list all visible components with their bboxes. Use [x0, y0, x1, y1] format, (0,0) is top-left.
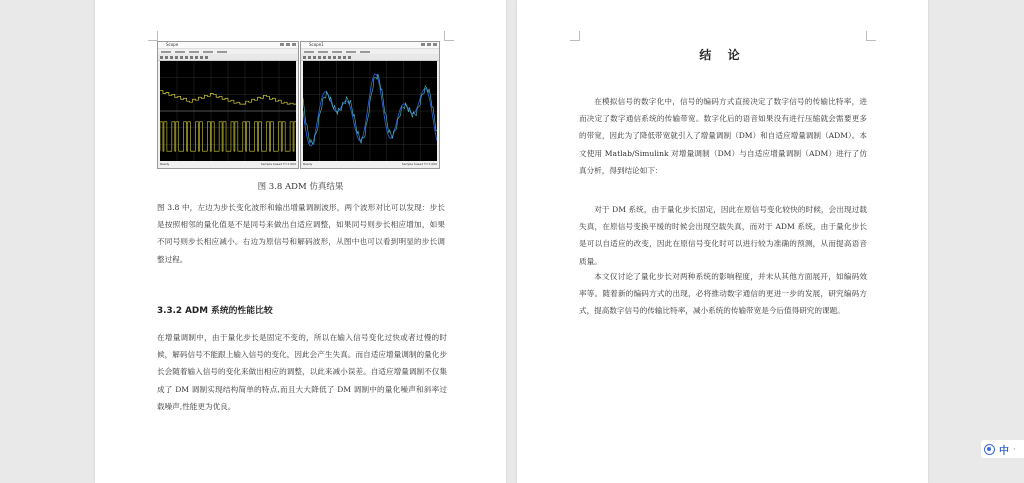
minimize-icon	[280, 43, 284, 46]
scope-toolbar	[301, 54, 439, 61]
close-icon	[292, 43, 296, 46]
paragraph: 在增量调制中，由于量化步长是固定不变的，所以在输入信号变化过快或者过慢的时候，解码信号不能跟上输入信号的变化，因此会产生失真。而自适应增量调制的量化步长会随着输入信号的变化来做出相应的调整，以此来减小误差。自适应增量调制不仅集成了 DM 调制实现结构简单的特点,而且大大降低了 DM 调制中的量化噪声和斜率过载噪声,性能更为优良。	[157, 333, 447, 411]
scope-status-left: Ready	[160, 162, 170, 166]
scope-window-title: Scope1	[309, 42, 324, 47]
scope-titlebar	[301, 42, 439, 49]
more-icon[interactable]: ·	[1013, 444, 1016, 454]
scope-window-title: Scope	[166, 42, 179, 47]
page-corner-mark	[148, 31, 158, 41]
step-size-plot	[160, 61, 296, 161]
paragraph: 对于 DM 系统，由于量化步长固定，因此在原信号变化较快的时候，会出现过载失真，在原信号变换平缓的时候会出现空载失真，而对于 ADM 系统，由于量化步长是可以自适应的改变，因此在原信号变化时可以进行较为准确的预测，从而提高语音质量。	[579, 205, 867, 266]
scope-toolbar	[158, 54, 298, 61]
maximize-icon	[427, 43, 431, 46]
signal-plot	[303, 61, 437, 161]
simulation-figure	[157, 41, 440, 169]
figure-caption: 图 3.8 ADM 仿真结果	[257, 182, 344, 192]
paragraph: 在模拟信号的数字化中，信号的编码方式直接决定了数字信号的传输比特率，进而决定了数字通信系统的传输带宽。数字化后的语音如果没有进行压缩就会需要更多的带宽，因此为了降低带宽就引入了增量调制（DM）和自适应增量调制（ADM）。本文使用 Matlab/Simulink 对增量调制（DM）与自适应增量调制（ADM）进行了仿真分析，得到结论如下：	[579, 97, 867, 175]
scope-window-signal	[300, 41, 440, 169]
maximize-icon	[286, 43, 290, 46]
document-page-left	[95, 0, 506, 483]
page-corner-mark	[570, 31, 580, 41]
close-icon	[433, 43, 437, 46]
page-corner-mark	[866, 31, 876, 41]
scope-titlebar	[158, 42, 298, 49]
page-corner-mark	[444, 31, 454, 41]
minimize-icon	[421, 43, 425, 46]
scope-statusbar	[160, 162, 296, 167]
scope-plot-area	[160, 61, 296, 161]
translate-toolbar[interactable]	[981, 440, 1024, 458]
translate-logo-icon[interactable]	[984, 444, 995, 455]
scope-status-left: Ready	[303, 162, 313, 166]
paragraph: 本文仅讨论了量化步长对两种系统的影响程度，并未从其他方面展开，如编码效率等。随着新的编码方式的出现，必将推动数字通信的更进一步的发展，研究编码方式，提高数字信号的传输比特率，减小系统的传输带宽是今后值得研究的课题。	[579, 272, 867, 316]
scope-plot-area	[303, 61, 437, 161]
scope-status-right: Sample based T=7.000	[260, 162, 296, 166]
section-heading: 3.3.2 ADM 系统的性能比较	[157, 306, 273, 316]
scope-status-right: Sample based T=7.000	[401, 162, 437, 166]
document-page-right	[517, 0, 928, 483]
scope-statusbar	[303, 162, 437, 167]
conclusion-title: 结 论	[699, 48, 746, 62]
language-toggle[interactable]: 中	[999, 445, 1009, 457]
paragraph: 图 3.8 中，左边为步长变化波形和输出增量调制波形，两个波形对比可以发现：步长是按照相邻的量化值是不是同号来做出自适应调整，如果同号则步长相应增加，如果不同号则步长相应减小。右边为原信号和解码波形，从图中也可以看到明显的步长调整过程。	[157, 203, 445, 264]
scope-window-step-size	[157, 41, 299, 169]
